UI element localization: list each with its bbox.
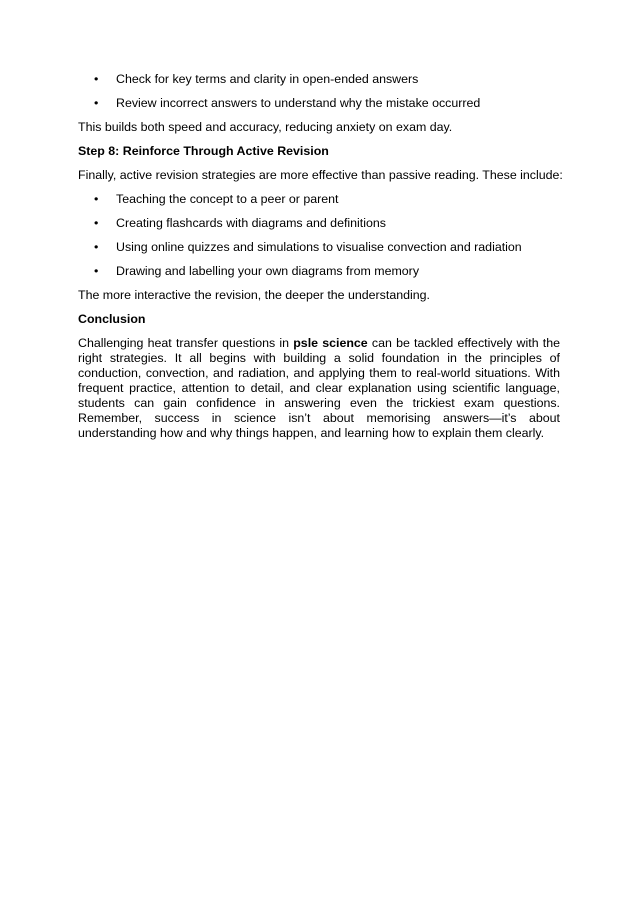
list-item [78, 96, 560, 111]
bullet-icon: • [94, 216, 99, 230]
bullet-icon: • [94, 240, 99, 254]
step8-outro: The more interactive the revision, the deeper the understanding. [78, 288, 430, 302]
bullet-icon: • [94, 72, 99, 86]
list-item [78, 216, 560, 231]
bullet-icon: • [94, 192, 99, 206]
conclusion-heading: Conclusion [78, 312, 146, 326]
list-item-text: Creating flashcards with diagrams and definitions [116, 216, 386, 230]
list-item [78, 192, 560, 207]
list-item-text: Check for key terms and clarity in open-ended answers [116, 72, 419, 86]
list-item [78, 240, 560, 255]
conclusion-text-after: can be tackled effectively with the right strategies. It all begins with building a solid foundation in the principles of conduction, convection, and radiation, and applying them to real-world situations. With frequent practice, attention to detail, and clear explanation using scientific language, students can gain confidence in answering even the trickiest exam questions. Remember, success in science isn’t about memorising answers—it’s about understanding how and why things happen, and learning how to explain them clearly. [78, 336, 561, 440]
step8-heading: Step 8: Reinforce Through Active Revision [78, 144, 329, 158]
step8-intro: Finally, active revision strategies are more effective than passive reading. These include: [78, 168, 563, 182]
list-item-text: Drawing and labelling your own diagrams from memory [116, 264, 420, 278]
bullet-icon: • [94, 96, 99, 110]
list-item-text: Review incorrect answers to understand why the mistake occurred [116, 96, 481, 110]
conclusion-paragraph [78, 336, 560, 441]
conclusion-text-before: Challenging heat transfer questions in [78, 336, 294, 350]
bullet-list-revision [78, 192, 560, 279]
paragraph-speed-accuracy: This builds both speed and accuracy, reducing anxiety on exam day. [78, 120, 453, 134]
list-item-text: Teaching the concept to a peer or parent [116, 192, 339, 206]
bullet-list-review [78, 72, 560, 111]
list-item [78, 72, 560, 87]
list-item [78, 264, 560, 279]
list-item-text: Using online quizzes and simulations to visualise convection and radiation [116, 240, 522, 254]
conclusion-bold-term: psle science [293, 336, 368, 350]
bullet-icon: • [94, 264, 99, 278]
